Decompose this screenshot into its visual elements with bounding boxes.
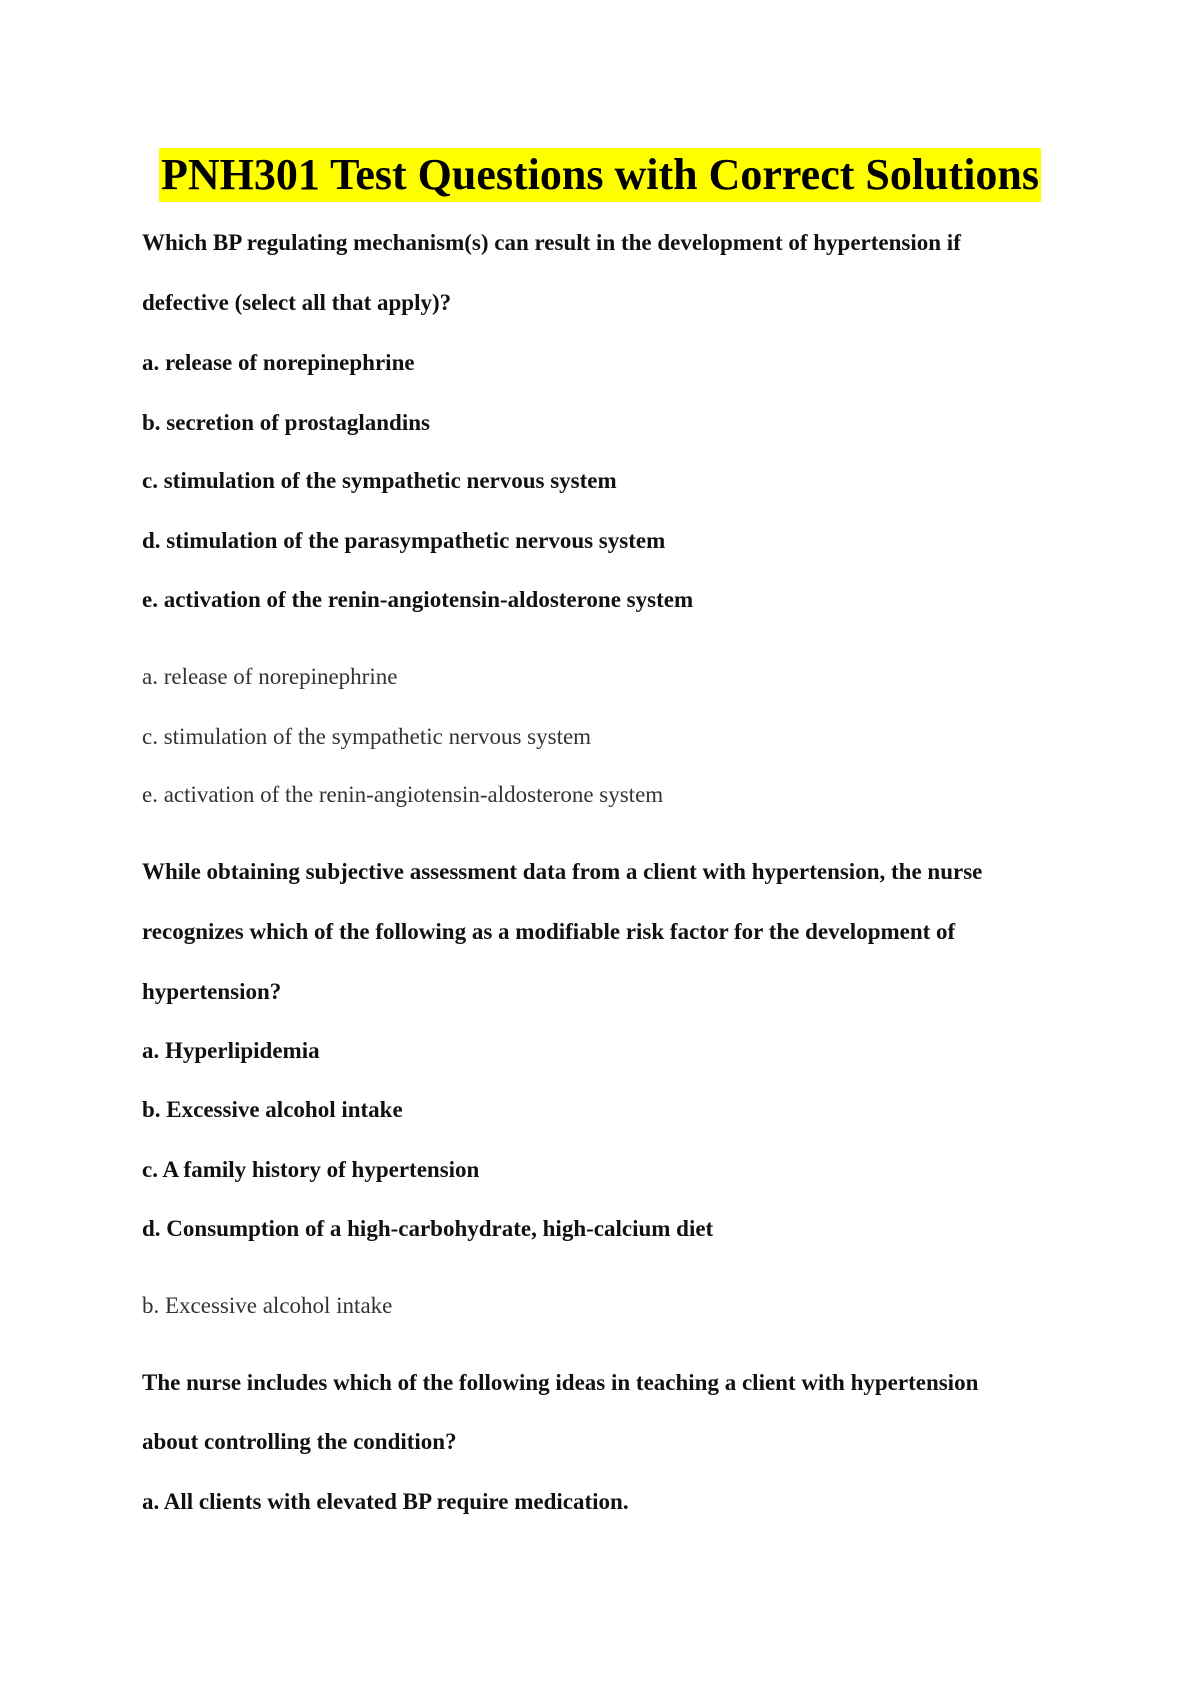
question-1-stem-line-1: Which BP regulating mechanism(s) can result in the development of hypertension if [142,230,961,255]
question-1-answer-3: e. activation of the renin-angiotensin-aldosterone system [142,782,664,807]
question-3-stem-line-1: The nurse includes which of the following ideas in teaching a client with hypertension [142,1370,979,1395]
question-1-answer-1: a. release of norepinephrine [142,664,398,689]
question-2-stem-line-2: recognizes which of the following as a modifiable risk factor for the development of [142,919,956,944]
document-title: PNH301 Test Questions with Correct Solutions [159,148,1041,202]
question-1-option-d: d. stimulation of the parasympathetic nervous system [142,528,666,553]
question-2-option-d: d. Consumption of a high-carbohydrate, high-calcium diet [142,1216,714,1241]
question-3-stem-line-2: about controlling the condition? [142,1429,457,1454]
question-1-answer-2: c. stimulation of the sympathetic nervous system [142,724,592,749]
question-2-stem-line-1: While obtaining subjective assessment data from a client with hypertension, the nurse [142,859,983,884]
question-1-option-c: c. stimulation of the sympathetic nervous system [142,468,617,493]
question-2-option-a: a. Hyperlipidemia [142,1038,320,1063]
question-2-option-c: c. A family history of hypertension [142,1157,480,1182]
question-2-stem-line-3: hypertension? [142,979,282,1004]
title-container [0,148,1200,202]
question-1-stem-line-2: defective (select all that apply)? [142,290,452,315]
question-1-option-a: a. release of norepinephrine [142,350,415,375]
question-2-option-b: b. Excessive alcohol intake [142,1097,403,1122]
question-2-answer-1: b. Excessive alcohol intake [142,1293,393,1318]
question-1-option-e: e. activation of the renin-angiotensin-aldosterone system [142,587,694,612]
question-3-option-a: a. All clients with elevated BP require medication. [142,1489,629,1514]
question-1-option-b: b. secretion of prostaglandins [142,410,430,435]
